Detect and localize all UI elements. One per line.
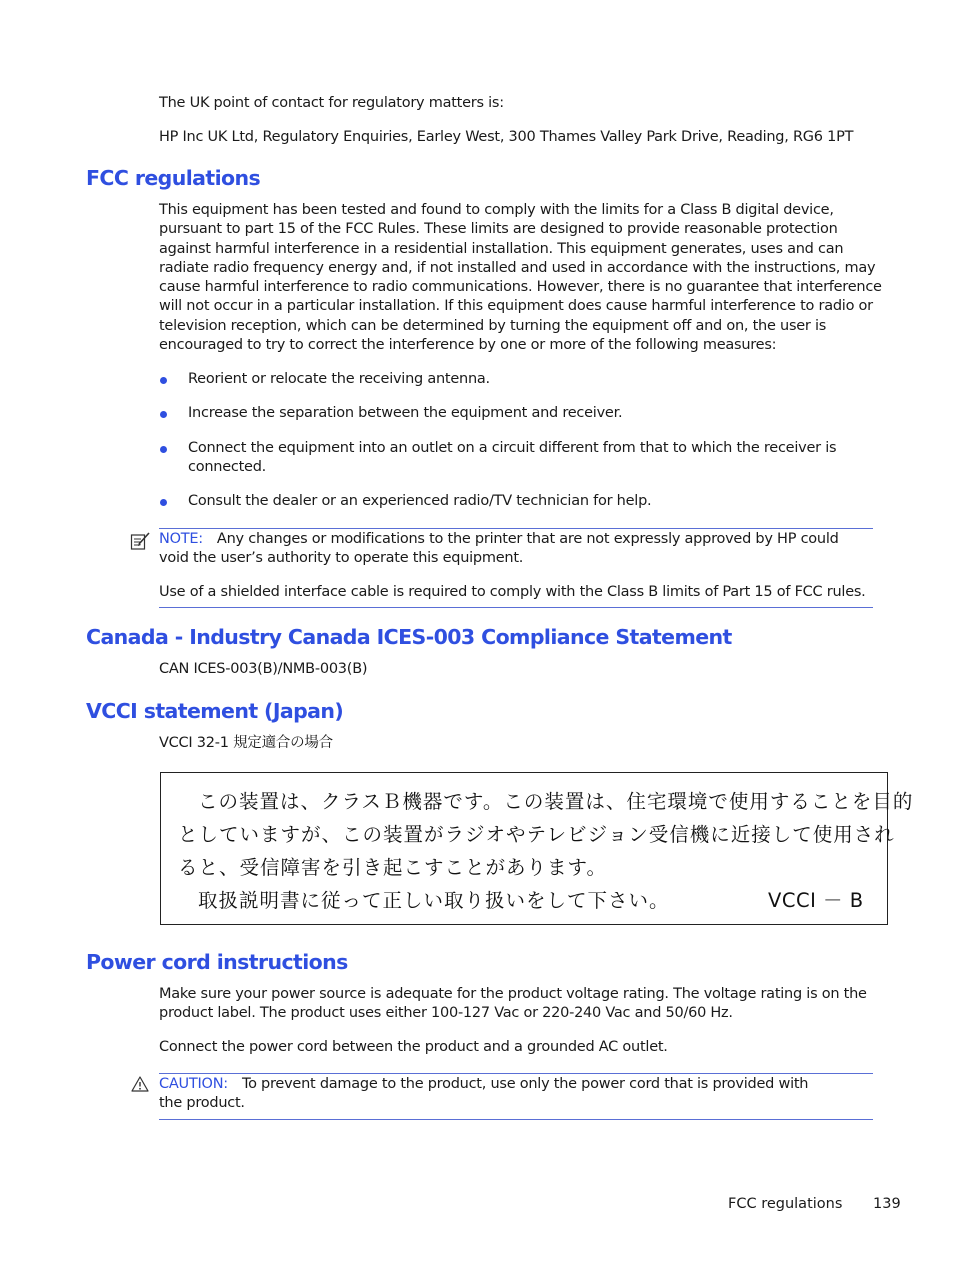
- note-paragraph: [159, 530, 871, 569]
- caution-text: To prevent damage to the product, use only the power cord that is provided with the product.: [159, 1076, 809, 1112]
- bullet-icon: [160, 446, 167, 453]
- note-icon: [130, 531, 152, 551]
- note-text: Any changes or modifications to the printer that are not expressly approved by HP could void the user’s authority to operate this equipment.: [159, 531, 839, 567]
- note-bottom-rule: [159, 607, 873, 608]
- power-paragraph-2: Connect the power cord between the product and a grounded AC outlet.: [159, 1039, 668, 1055]
- note-label: NOTE:: [159, 531, 203, 547]
- note-top-rule: [159, 528, 873, 529]
- vcci-box-line-2: としていますが、この装置がラジオやテレビジョン受信機に近接して使用され: [178, 823, 895, 846]
- bullet-icon: [160, 377, 167, 384]
- bullet-icon: [160, 411, 167, 418]
- fcc-bullet-2: Increase the separation between the equipment and receiver.: [188, 405, 623, 421]
- note-text-2: Use of a shielded interface cable is required to comply with the Class B limits of Part 15 of FCC rules.: [159, 584, 866, 600]
- power-heading: Power cord instructions: [86, 950, 348, 974]
- fcc-bullet-4: Consult the dealer or an experienced radio/TV technician for help.: [188, 493, 652, 509]
- vcci-box-line-3: ると、受信障害を引き起こすことがあります。: [178, 856, 607, 879]
- caution-bottom-rule: [159, 1119, 873, 1120]
- vcci-class-mark: VCCI － B: [768, 889, 864, 912]
- power-paragraph-1: Make sure your power source is adequate for the product voltage rating. The voltage rating is on the product label. The product uses either 100-127 Vac or 220-240 Vac and 50/60 Hz.: [159, 986, 867, 1022]
- warning-triangle-icon: [131, 1076, 149, 1092]
- uk-contact-label: The UK point of contact for regulatory matters is:: [159, 95, 504, 111]
- canada-heading: Canada - Industry Canada ICES-003 Compliance Statement: [86, 625, 732, 649]
- canada-text: CAN ICES-003(B)/NMB-003(B): [159, 661, 368, 677]
- fcc-paragraph: This equipment has been tested and found to comply with the limits for a Class B digital device, pursuant to part 15 of the FCC Rules. These limits are designed to provide reasonable protection against harmful interference in a residential installation. This equipment generates, uses and can radiate radio frequency energy and, if not installed and used in accordance with the instructions, may cause harmful interference to radio communications. However, there is no guarantee that interference will not occur in a particular installation. If this equipment does cause harmful interference to radio or television reception, which can be determined by turning the equipment off and on, the user is encouraged to try to correct the interference by one or more of the following measures:: [159, 202, 882, 354]
- vcci-text: VCCI 32-1 規定適合の場合: [159, 735, 333, 751]
- caution-paragraph: [159, 1075, 829, 1114]
- vcci-statement-box: [160, 772, 914, 925]
- vcci-box-line-4: 取扱説明書に従って正しい取り扱いをして下さい。: [198, 889, 670, 912]
- vcci-box-line-1: この装置は、クラスＢ機器です。この装置は、住宅環境で使用することを目的: [198, 790, 914, 813]
- footer-section-title: FCC regulations: [728, 1196, 843, 1212]
- fcc-bullet-3: Connect the equipment into an outlet on a circuit different from that to which the receiver is connected.: [188, 440, 837, 476]
- caution-label: CAUTION:: [159, 1076, 228, 1092]
- fcc-heading: FCC regulations: [86, 166, 261, 190]
- bullet-icon: [160, 499, 167, 506]
- vcci-heading: VCCI statement (Japan): [86, 699, 344, 723]
- footer-page-number: 139: [873, 1196, 901, 1212]
- caution-top-rule: [159, 1073, 873, 1074]
- fcc-bullet-1: Reorient or relocate the receiving antenna.: [188, 371, 490, 387]
- uk-contact-address: HP Inc UK Ltd, Regulatory Enquiries, Earley West, 300 Thames Valley Park Drive, Reading, RG6 1PT: [159, 129, 854, 145]
